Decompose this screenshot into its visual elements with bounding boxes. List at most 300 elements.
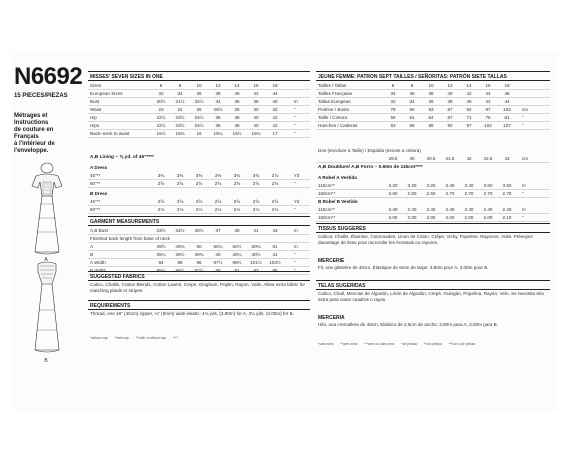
garment-cell: 33½ — [156, 228, 166, 233]
size-intl-cell: 36 — [428, 99, 434, 104]
a-robe-unit: " — [522, 191, 524, 196]
garment-cell: 97½ — [213, 260, 223, 265]
size-cell: 30½ — [156, 99, 166, 104]
garment-cell: 40 — [215, 252, 221, 257]
footnote: *sans sens — [318, 342, 334, 346]
size-row — [88, 114, 310, 122]
garment-row-label: A — [90, 244, 94, 249]
size-cell: 26½ — [213, 107, 223, 112]
pattern-number: N6692 — [14, 63, 83, 90]
garment-cell: 49½ — [156, 244, 166, 249]
size-row — [88, 106, 310, 114]
a-dress-cell: 2⅝ — [195, 181, 203, 186]
size-intl-cell: 40 — [466, 99, 472, 104]
b-robe-row-label: 115cm** — [318, 207, 336, 212]
b-robe-row — [316, 206, 550, 214]
size-cell: 28 — [234, 107, 240, 112]
dos-cell: 40 — [409, 156, 415, 161]
view-a-label: A — [44, 257, 48, 263]
size-cell: 38 — [215, 91, 221, 96]
size-intl-row — [316, 82, 550, 90]
left-header: MISSES' SEVEN SIZES IN ONE — [88, 71, 310, 81]
dress-illustrations — [22, 160, 72, 365]
a-robe-row — [316, 190, 550, 198]
b-dress-cell: 2⅛ — [271, 207, 279, 212]
size-intl-row — [316, 114, 550, 122]
size-cell: 36 — [215, 123, 221, 128]
b-robe-cell: 2.00 — [464, 215, 474, 220]
a-dress-cell: 2⅝ — [214, 181, 222, 186]
size-intl-cell: 87 — [447, 107, 453, 112]
footnote: ***con o sin pelusa — [448, 342, 476, 346]
garment-row-label: A Width — [90, 260, 106, 265]
b-dress-cell: 2⅝ — [176, 199, 184, 204]
size-cell: 34½ — [194, 115, 204, 120]
size-intl-cell: 61 — [409, 115, 415, 120]
size-cell: 6 — [159, 83, 163, 88]
garment-cell: 50¼ — [213, 244, 223, 249]
a-dress-unit: Yd — [294, 173, 300, 178]
size-cell: 40 — [253, 123, 259, 128]
garment-unit: In — [294, 228, 298, 233]
garment-unit: In — [294, 244, 298, 249]
a-robe-cell: 3.50 — [502, 183, 512, 188]
footnote: ***with or without nap — [135, 336, 166, 340]
b-dress-cell: 2⅝ — [214, 199, 222, 204]
size-intl-cell: 64 — [428, 115, 434, 120]
b-robe-unit: " — [522, 215, 524, 220]
dos-unit: cm — [522, 156, 528, 161]
size-intl-row — [316, 122, 550, 130]
garment-row-label: Finished back length from base of neck — [90, 236, 170, 241]
a-robe-row — [316, 182, 550, 190]
b-dress-row-label: 45"** — [90, 199, 101, 204]
b-dress-cell: 2⅝ — [252, 199, 260, 204]
dos-cell: 41.5 — [445, 156, 455, 161]
merceria-text: Hilo, una cremallera de 40cm, Elástico de 2.5cm de ancho: 3.80m para A, 3.00m para B. — [318, 322, 499, 327]
size-intl-cell: 42 — [485, 99, 491, 104]
b-dress-cell: 2⅝ — [195, 199, 203, 204]
a-dress-cell: 3¾ — [252, 173, 260, 178]
size-cell: 10 — [196, 83, 202, 88]
garment-cell: 95 — [272, 268, 278, 273]
a-dress-row-label: 60"** — [90, 181, 101, 186]
garment-cell: 34½ — [175, 228, 185, 233]
a-dress-cell: 3⅜ — [176, 173, 184, 178]
view-b-label: B — [44, 358, 48, 364]
size-intl-cell: 102 — [503, 107, 511, 112]
size-intl-cell: 34 — [390, 91, 396, 96]
suggested-fabrics-text: Calico, Challis, Cotton Blends, Cotton Lawns, Crepe, Gingham, Poplin, Rayon, Voile. Allow extra fabric for matching plaids or stripes. — [90, 282, 305, 294]
size-intl-cell: 71 — [466, 115, 472, 120]
a-robe-cell: 2.70 — [502, 191, 512, 196]
size-intl-cell: 67 — [447, 115, 453, 120]
b-robe-row — [316, 214, 550, 222]
size-cell: 16 — [196, 131, 202, 136]
size-cell: 32 — [158, 91, 164, 96]
size-intl-row-label: Tailles Française — [318, 91, 353, 96]
requirements-body: Thread, one 16" (40cm) zipper, ¼" (6mm) wide elastic: 4⅛ yds. (3.80m) for A, 3⅛ yds. (3.00m) for B. — [90, 311, 294, 316]
size-intl-unit: " — [522, 115, 524, 120]
garment-cell: 41 — [272, 252, 278, 257]
a-dress-cell: 2⅝ — [233, 181, 241, 186]
size-cell: 17 — [272, 131, 278, 136]
size-intl-unit: cm — [522, 107, 528, 112]
garment-cell: 86½ — [175, 268, 185, 273]
size-intl-cell: 80 — [409, 107, 415, 112]
size-intl-row — [316, 106, 550, 114]
note-line: Métrages et — [14, 113, 48, 119]
pieces-count: 15 PIECES/PIEZAS — [14, 93, 68, 99]
dos-cell: 42.5 — [483, 156, 493, 161]
garment-cell: 95 — [177, 260, 183, 265]
garment-cell: 40¼ — [232, 252, 242, 257]
size-intl-cell: 6 — [391, 83, 395, 88]
size-intl-cell: 44 — [504, 99, 510, 104]
size-cell: 40 — [272, 99, 278, 104]
size-intl-cell: 36 — [409, 91, 415, 96]
size-cell: 33½ — [175, 115, 185, 120]
size-intl-row-label: Hanches / Caderas — [318, 123, 358, 128]
garment-measurements-heading: GARMENT MEASUREMENTS — [88, 216, 310, 226]
b-dress-unit: Yd — [294, 199, 300, 204]
size-intl-row-label: Tallas Europeas — [318, 99, 351, 104]
size-intl-cell: 46 — [504, 91, 510, 96]
a-robe-cell: 3.50 — [483, 183, 493, 188]
b-dress-cell: 2⅝ — [271, 199, 279, 204]
b-robe-cell: 2.40 — [502, 207, 512, 212]
size-cell: 40 — [253, 115, 259, 120]
size-intl-cell: 97 — [466, 123, 472, 128]
a-robe-cell: 2.70 — [445, 191, 455, 196]
garment-cell: 39½ — [175, 252, 185, 257]
b-robe-cell: 2.00 — [388, 215, 398, 220]
size-cell: 34 — [215, 99, 221, 104]
footnote: **avec sens — [340, 342, 358, 346]
garment-cell: 51 — [272, 244, 278, 249]
size-intl-cell: 10 — [428, 83, 434, 88]
a-dress-cell: 3⅜ — [157, 173, 165, 178]
size-cell: 25 — [196, 107, 202, 112]
a-dress-cell: 3⅞ — [271, 173, 279, 178]
b-dress-cell: 2⅝ — [233, 199, 241, 204]
size-cell: 42 — [272, 115, 278, 120]
garment-cell: 39¼ — [156, 252, 166, 257]
garment-row-label: A,B Bust — [90, 228, 108, 233]
requirements-heading: REQUIREMENTS — [88, 300, 310, 310]
size-row-label: Hip — [90, 115, 97, 120]
b-robe-cell: 2.40 — [388, 207, 398, 212]
size-intl-cell: 83 — [428, 107, 434, 112]
garment-cell: 40½ — [251, 252, 261, 257]
garment-cell: 50½ — [232, 244, 242, 249]
b-dress-row — [88, 206, 310, 214]
suggested-fabrics-heading: SUGGESTED FABRICS — [88, 271, 310, 281]
left-footnotes — [90, 335, 184, 342]
size-cell: 32½ — [194, 99, 204, 104]
b-dress-cell: 2⅛ — [195, 207, 203, 212]
garment-row-label: B — [90, 252, 94, 257]
size-intl-cell: 92 — [466, 107, 472, 112]
a-dress-heading: A Dress — [90, 165, 108, 170]
size-row-label: Waist — [90, 107, 102, 112]
garment-cell: 41 — [253, 228, 259, 233]
size-row — [88, 130, 310, 138]
a-robe-cell: 2.70 — [464, 191, 474, 196]
garment-cell: 87½ — [194, 268, 204, 273]
size-unit: " — [294, 115, 296, 120]
size-row — [88, 122, 310, 130]
dos-cell: 40.5 — [426, 156, 436, 161]
dos-note: Dos (encolure à Taille) / Espalda (escote a cintura) — [318, 148, 421, 153]
garment-row — [88, 243, 310, 251]
garment-unit: " — [294, 268, 296, 273]
size-intl-cell: 8 — [410, 83, 414, 88]
size-row-label: European Sizes — [90, 91, 123, 96]
garment-row — [88, 251, 310, 259]
telas-heading: TELAS SUGERIDAS — [316, 280, 550, 290]
a-dress-row — [88, 180, 310, 188]
size-row-label: Hips — [90, 123, 100, 128]
size-intl-cell: 81 — [504, 115, 510, 120]
size-cell: 30 — [253, 107, 259, 112]
b-robe-heading: B Robe/ B Vestido — [318, 199, 358, 204]
a-robe-cell: 3.20 — [426, 183, 436, 188]
size-cell: 34½ — [194, 123, 204, 128]
size-cell: 18 — [272, 83, 278, 88]
size-cell: 16¾ — [251, 131, 261, 136]
garment-cell: 50¾ — [251, 244, 261, 249]
size-intl-cell: 34 — [409, 99, 415, 104]
note-line: à l'intérieur de — [14, 141, 55, 147]
size-row-label: Sizes — [90, 83, 102, 88]
b-robe-cell: 2.40 — [426, 207, 436, 212]
french-note — [14, 113, 76, 155]
size-cell: 16¼ — [213, 131, 223, 136]
size-cell: 36 — [234, 99, 240, 104]
garment-cell: 96 — [196, 260, 202, 265]
garment-unit: " — [294, 252, 296, 257]
size-cell: 36 — [215, 115, 221, 120]
a-dress-cell: 3⅜ — [195, 173, 203, 178]
garment-row — [88, 259, 310, 267]
dos-row — [316, 155, 550, 163]
a-robe-cell: 2.60 — [407, 191, 417, 196]
a-robe-unit: m — [522, 183, 526, 188]
size-cell: 12 — [215, 83, 221, 88]
note-line: Instructions — [14, 120, 49, 126]
a-robe-heading: A Robe/ A Vestido — [318, 175, 358, 180]
size-unit: " — [294, 107, 296, 112]
size-cell: 34 — [177, 91, 183, 96]
garment-cell: 39 — [234, 228, 240, 233]
size-intl-cell: 92 — [447, 123, 453, 128]
footnote: **with nap — [114, 336, 129, 340]
size-cell: 31½ — [175, 99, 185, 104]
note-line: de couture en — [14, 127, 54, 133]
size-intl-cell: 32 — [390, 99, 396, 104]
a-dress-row-label: 45"** — [90, 173, 101, 178]
a-robe-cell: 3.20 — [407, 183, 417, 188]
a-robe-cell: 2.60 — [426, 191, 436, 196]
size-cell: 38 — [234, 115, 240, 120]
mercerie-text: Fil, une glissière de 40cm, Élastique de 6mm de large: 3.80m pour A, 3.00m pour B. — [318, 265, 489, 270]
tissus-heading: TISSUS SUGGERES — [316, 223, 550, 233]
garment-unit: " — [294, 260, 296, 265]
size-cell: 33½ — [175, 123, 185, 128]
size-intl-cell: 38 — [447, 99, 453, 104]
size-intl-cell: 42 — [466, 91, 472, 96]
b-robe-row-label: 150cm** — [318, 215, 336, 220]
dos-cell: 39.5 — [388, 156, 398, 161]
footnote: *sin pelusa — [401, 342, 417, 346]
telas-text: Calico, Chalí, Mezclas de Algodón, Linón de Algodón, Crepé, Guingán, Popelina, Rayón, Velo. Se necesita tela extra para casar cuadros o rayas. — [318, 291, 544, 303]
b-dress-heading: B Dress — [90, 191, 108, 196]
a-robe-row-label: 115cm** — [318, 183, 336, 188]
size-row-label: Bust — [90, 99, 100, 104]
a-robe-cell: 3.40 — [464, 183, 474, 188]
size-cell: 16 — [253, 83, 259, 88]
garment-cell: 50 — [196, 244, 202, 249]
garment-cell: 89 — [215, 268, 221, 273]
b-dress-row-label: 60"** — [90, 207, 101, 212]
size-intl-cell: 18 — [504, 83, 510, 88]
size-intl-row-label: Taille / Cintura — [318, 115, 348, 120]
size-row — [88, 98, 310, 106]
a-robe-row-label: 150cm** — [318, 191, 336, 196]
size-cell: 15¾ — [175, 131, 185, 136]
size-row — [88, 90, 310, 98]
size-intl-cell: 76 — [485, 115, 491, 120]
size-cell: 32 — [272, 107, 278, 112]
size-intl-cell: 97 — [485, 107, 491, 112]
b-robe-cell: 2.40 — [407, 207, 417, 212]
size-intl-cell: 58 — [390, 115, 396, 120]
size-cell: 15½ — [156, 131, 166, 136]
dress-b-drawing — [35, 262, 59, 352]
b-robe-cell: 2.40 — [483, 207, 493, 212]
size-cell: 38 — [253, 99, 259, 104]
size-intl-row-label: Tailles / Tallas — [318, 83, 347, 88]
b-robe-cell: 2.40 — [445, 207, 455, 212]
size-intl-cell: 14 — [466, 83, 472, 88]
footnote: **** — [172, 336, 178, 340]
garment-cell: 35½ — [194, 228, 204, 233]
a-dress-cell: 2⅝ — [176, 181, 184, 186]
lining-heading-multilang: A,B Doublure/ A,B Forro – 0.60m de 115cm**** — [318, 165, 423, 170]
requirements-text — [90, 311, 308, 317]
size-unit: " — [294, 123, 296, 128]
a-dress-row — [88, 172, 310, 180]
size-intl-cell: 16 — [485, 83, 491, 88]
garment-cell: 43 — [272, 228, 278, 233]
garment-row-label: B Width — [90, 268, 107, 273]
footnote: *without nap — [90, 336, 108, 340]
lining-heading: A,B Lining – ⅝ yd. of 45"**** — [90, 155, 154, 160]
size-intl-cell: 38 — [428, 91, 434, 96]
note-line: l'enveloppe. — [14, 148, 49, 154]
size-cell: 32½ — [156, 115, 166, 120]
size-intl-unit: " — [522, 123, 524, 128]
size-intl-cell: 88 — [428, 123, 434, 128]
a-dress-cell: 2⅝ — [252, 181, 260, 186]
note-line: Français — [14, 134, 39, 140]
b-dress-cell: 2⅝ — [157, 199, 165, 204]
size-unit: " — [294, 131, 296, 136]
size-cell: 44 — [272, 91, 278, 96]
size-cell: 40 — [234, 91, 240, 96]
tissus-text: Calicot, Challis, Étamine, Cotonnades, Linon de Coton, Crêpe, Vichy, Popeline, Rayonne, Voile. Prévoyez davantage de tissu pour raccorder les écossais ou rayures. — [318, 234, 533, 246]
b-robe-unit: m — [522, 207, 526, 212]
size-intl-cell: 12 — [447, 83, 453, 88]
garment-cell: 103½ — [269, 260, 281, 265]
size-cell: 24 — [177, 107, 183, 112]
size-intl-cell: 40 — [447, 91, 453, 96]
size-cell: 16½ — [232, 131, 242, 136]
a-dress-cell: 3¾ — [233, 173, 241, 178]
a-dress-unit: " — [294, 181, 296, 186]
size-row-label: Back–neck to waist — [90, 131, 130, 136]
size-intl-row-label: Poitrine / Busto — [318, 107, 350, 112]
a-robe-cell: 3.20 — [388, 183, 398, 188]
garment-row — [88, 227, 310, 235]
size-cell: 8 — [178, 83, 182, 88]
b-dress-cell: 2⅛ — [233, 207, 241, 212]
b-robe-cell: 2.00 — [483, 215, 493, 220]
a-robe-cell: 2.60 — [388, 191, 398, 196]
size-cell: 23 — [158, 107, 164, 112]
size-cell: 14 — [234, 83, 240, 88]
garment-cell: 91 — [234, 268, 240, 273]
garment-cell: 37 — [215, 228, 221, 233]
garment-cell: 49¾ — [175, 244, 185, 249]
footnote: **con pelusa — [423, 342, 442, 346]
garment-cell: 39¾ — [194, 252, 204, 257]
merceria-heading: MERCERIA — [318, 315, 345, 321]
size-cell: 42 — [272, 123, 278, 128]
dos-cell: 42 — [466, 156, 472, 161]
mercerie-heading: MERCERIE — [318, 258, 345, 264]
b-dress-cell: 2⅛ — [214, 207, 222, 212]
a-robe-cell: 3.40 — [445, 183, 455, 188]
a-robe-cell: 2.70 — [483, 191, 493, 196]
size-intl-cell: 102 — [484, 123, 492, 128]
garment-row — [88, 235, 310, 243]
right-header: JEUNE FEMME: PATRON SEPT TAILLES / SEÑORITAS: PATRÓN SIETE TALLAS — [316, 71, 550, 81]
garment-cell: 94 — [158, 260, 164, 265]
size-cell: 32½ — [156, 123, 166, 128]
b-dress-unit: " — [294, 207, 296, 212]
size-cell: 36 — [196, 91, 202, 96]
size-cell: 38 — [234, 123, 240, 128]
b-dress-cell: 2⅛ — [157, 207, 165, 212]
dos-cell: 43 — [504, 156, 510, 161]
b-robe-cell: 2.40 — [464, 207, 474, 212]
size-cell: 42 — [253, 91, 259, 96]
size-intl-row — [316, 90, 550, 98]
size-intl-cell: 44 — [485, 91, 491, 96]
size-intl-cell: 85 — [409, 123, 415, 128]
b-robe-cell: 2.00 — [407, 215, 417, 220]
a-dress-cell: 2⅝ — [157, 181, 165, 186]
b-dress-cell: 2⅛ — [176, 207, 184, 212]
garment-cell: 99½ — [232, 260, 242, 265]
b-robe-cell: 2.10 — [502, 215, 512, 220]
size-intl-cell: 78 — [390, 107, 396, 112]
garment-cell: 85¼ — [156, 268, 166, 273]
size-intl-cell: 107 — [503, 123, 511, 128]
dress-a-drawing — [32, 163, 62, 254]
